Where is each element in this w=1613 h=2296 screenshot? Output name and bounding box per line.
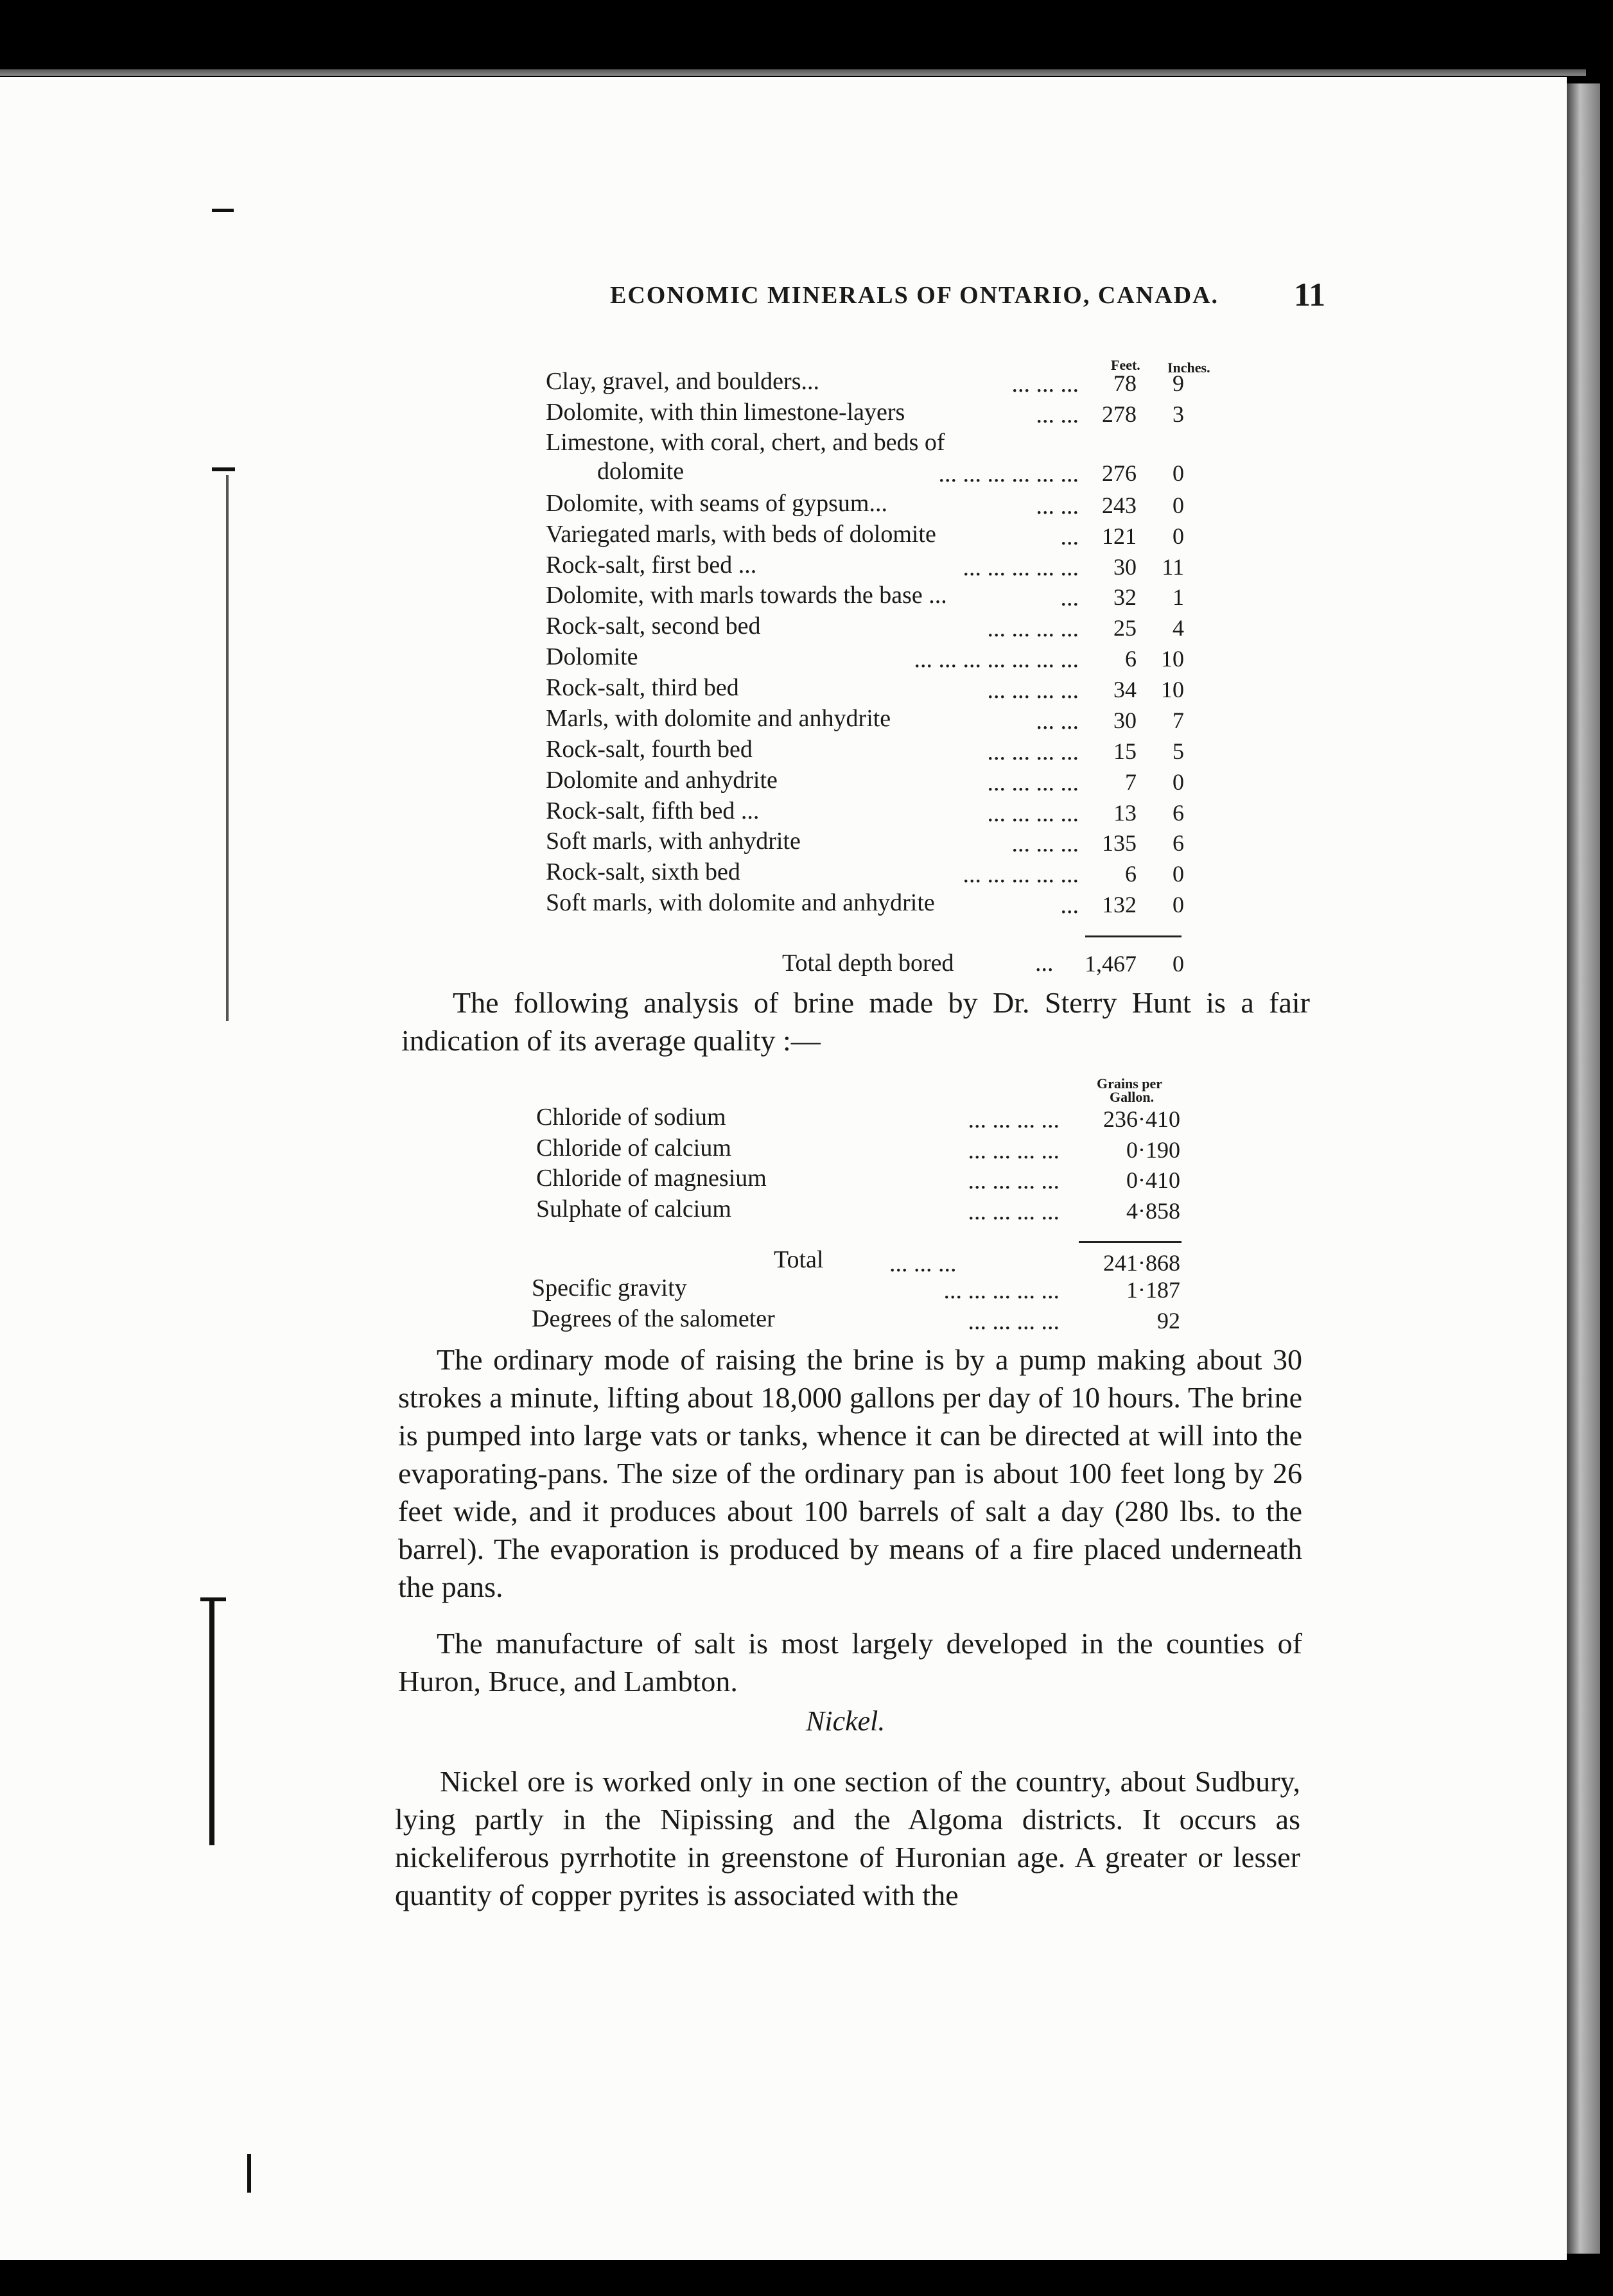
strata-row-label: Dolomite, with marls towards the base ... [546,582,947,609]
brine-row-value: 236·410 [1103,1106,1180,1132]
strata-row-inches: 11 [1162,554,1184,580]
strata-row-label: Soft marls, with dolomite and anhydrite [546,889,935,916]
strata-row-feet: 30 [1113,554,1137,580]
binding-mark-6 [247,2154,251,2193]
strata-row-label: Rock-salt, fourth bed [546,736,753,763]
brine-row-value: 0·410 [1126,1167,1180,1193]
strata-row-feet: 13 [1113,800,1137,826]
strata-row-inches: 0 [1173,892,1184,918]
strata-row-inches: 10 [1161,646,1184,672]
strata-row-label: Rock-salt, second bed [546,613,761,639]
col-head-feet: Feet. [1111,357,1140,373]
strata-row-inches: 0 [1173,861,1184,887]
strata-row-dots: ... [1060,523,1079,550]
brine-row-dots: ... ... ... ... [968,1137,1059,1164]
strata-row-label: Dolomite [546,643,638,670]
strata-row-label: Soft marls, with anhydrite [546,828,801,855]
binding-mark-1 [212,209,234,212]
strata-row-inches: 1 [1173,584,1184,610]
strata-row-inches: 0 [1173,492,1184,518]
brine-row-label: Chloride of magnesium [536,1165,767,1192]
strata-total-feet: 1,467 [1085,951,1137,977]
strata-row-label: Rock-salt, sixth bed [546,858,740,885]
strata-row-inches: 3 [1173,401,1184,427]
binding-mark-5 [209,1601,214,1845]
brine-row-value: 0·190 [1126,1137,1180,1163]
page-right-edge [1567,83,1600,2254]
running-title: ECONOMIC MINERALS OF ONTARIO, CANADA. [610,282,1219,309]
strata-row-inches: 6 [1173,830,1184,856]
strata-row-label: Dolomite and anhydrite [546,767,778,794]
strata-row-dots: ... ... ... ... ... ... [938,460,1079,487]
strata-row-dots: ... ... ... ... [987,677,1079,704]
brine-row-label: Chloride of sodium [536,1104,726,1131]
strata-row-feet: 276 [1102,460,1137,486]
strata-total-inches: 0 [1173,951,1184,977]
brine-total-rule [1079,1241,1181,1243]
brine-extra-label: Degrees of the salometer [532,1305,775,1332]
strata-row-dots: ... ... ... [1011,830,1079,857]
strata-row-dots: ... ... [1036,492,1079,519]
strata-total-rule [1085,935,1181,937]
strata-row-feet: 32 [1113,584,1137,610]
brine-row-label: Sulphate of calcium [536,1196,731,1222]
strata-row-inches: 10 [1161,677,1184,702]
strata-row-dots: ... [1060,584,1079,611]
brine-col-head-1: Grains per [1097,1075,1163,1091]
strata-row-inches: 0 [1173,460,1184,486]
strata-row-label: Rock-salt, first bed ... [546,552,757,578]
strata-total-label: Total depth bored [782,950,954,977]
strata-row-dots: ... ... ... ... ... [963,861,1079,888]
strata-row-inches: 4 [1173,615,1184,641]
brine-total-value: 241·868 [1103,1250,1180,1276]
brine-row-dots: ... ... ... ... [968,1167,1059,1194]
strata-row-feet: 15 [1113,738,1137,764]
strata-row-label: Variegated marls, with beds of dolomite [546,521,936,548]
strata-total-dots: ... [1035,950,1054,977]
strata-row-feet: 121 [1102,523,1137,549]
paragraph-salt-counties: The manufacture of salt is most largely developed in the counties of Huron, Bruce, and Lambton. [398,1627,1302,1698]
brine-extra-dots: ... ... ... ... ... [943,1277,1059,1304]
strata-row-feet: 25 [1113,615,1137,641]
brine-extra-dots: ... ... ... ... [968,1308,1059,1335]
strata-row-label: Marls, with dolomite and anhydrite [546,705,891,732]
strata-row-feet: 132 [1102,892,1137,918]
binding-mark-3 [226,475,229,1021]
strata-row-feet: 34 [1113,677,1137,702]
strata-row-label: Dolomite, with thin limestone-layers [546,399,905,426]
strata-row-feet: 7 [1125,769,1137,795]
page-number: 11 [1294,277,1326,313]
strata-row-dots: ... ... ... ... [987,800,1079,827]
col-head-inches: Inches. [1167,360,1210,376]
strata-row-label: Limestone, with coral, chert, and beds of [546,429,945,456]
paragraph-brine-raising: The ordinary mode of raising the brine is by a pump making about 30 strokes a minute, lifting about 18,000 gallons per day of 10 hours. The brine is pumped into large vats or tanks, whence it can be directed at will into the evaporating-pans. The size of the ordinary pan is about 100 feet long by 26 feet wide, and it produces about 100 barrels of salt a day (280 lbs. to the barrel). The evaporation is produced by means of a fire placed underneath the pans. [398,1343,1302,1603]
strata-row-dots: ... ... [1036,401,1079,428]
page-top-edge [0,69,1586,76]
strata-row-inches: 5 [1173,738,1184,764]
binding-mark-2 [212,467,235,471]
strata-row-label: dolomite [597,458,684,485]
brine-extra-label: Specific gravity [532,1274,687,1301]
strata-row-dots: ... ... ... ... [987,615,1079,642]
strata-row-label: Dolomite, with seams of gypsum... [546,490,887,517]
strata-row-inches: 7 [1173,708,1184,733]
strata-row-feet: 6 [1125,646,1137,672]
strata-row-dots: ... ... ... ... [987,769,1079,796]
brine-row-value: 4·858 [1126,1198,1180,1224]
brine-row-label: Chloride of calcium [536,1135,731,1161]
strata-row-feet: 278 [1102,401,1137,427]
strata-row-dots: ... [1060,892,1079,919]
brine-total-dots: ... ... ... [889,1250,957,1277]
brine-extra-value: 1·187 [1126,1277,1180,1303]
strata-row-dots: ... ... ... ... ... [963,554,1079,581]
strata-row-inches: 0 [1173,523,1184,549]
strata-row-label: Clay, gravel, and boulders... [546,368,819,395]
scan-border-top [0,0,1613,77]
paragraph-nickel: Nickel ore is worked only in one section of the country, about Sudbury, lying partly in the Nipissing and the Algoma districts. It occurs as nickeliferous pyrrhotite in greenstone of Huronian age. A greater or lesser quantity of copper pyrites is associated with the [395,1765,1300,1911]
strata-row-dots: ... ... ... ... [987,738,1079,765]
strata-row-dots: ... ... ... ... ... ... ... [914,646,1079,673]
strata-row-feet: 243 [1102,492,1137,518]
strata-row-feet: 30 [1113,708,1137,733]
strata-row-label: Rock-salt, fifth bed ... [546,797,760,824]
brine-row-dots: ... ... ... ... [968,1106,1059,1133]
strata-row-inches: 0 [1173,769,1184,795]
strata-row-feet: 78 [1113,370,1137,396]
strata-row-feet: 6 [1125,861,1137,887]
strata-row-dots: ... ... [1036,708,1079,735]
strata-row-label: Rock-salt, third bed [546,674,739,701]
brine-total-label: Total [774,1246,824,1273]
strata-row-feet: 135 [1102,830,1137,856]
brine-row-dots: ... ... ... ... [968,1198,1059,1225]
strata-row-dots: ... ... ... [1011,370,1079,397]
section-heading-nickel: Nickel. [806,1705,885,1737]
strata-row-inches: 6 [1173,800,1184,826]
paragraph-brine-analysis: The following analysis of brine made by Dr. Sterry Hunt is a fair indication of its average quality :— [401,986,1310,1057]
brine-extra-value: 92 [1157,1308,1180,1334]
strata-row-inches: 9 [1173,370,1184,396]
brine-col-head-2: Gallon. [1110,1089,1155,1105]
